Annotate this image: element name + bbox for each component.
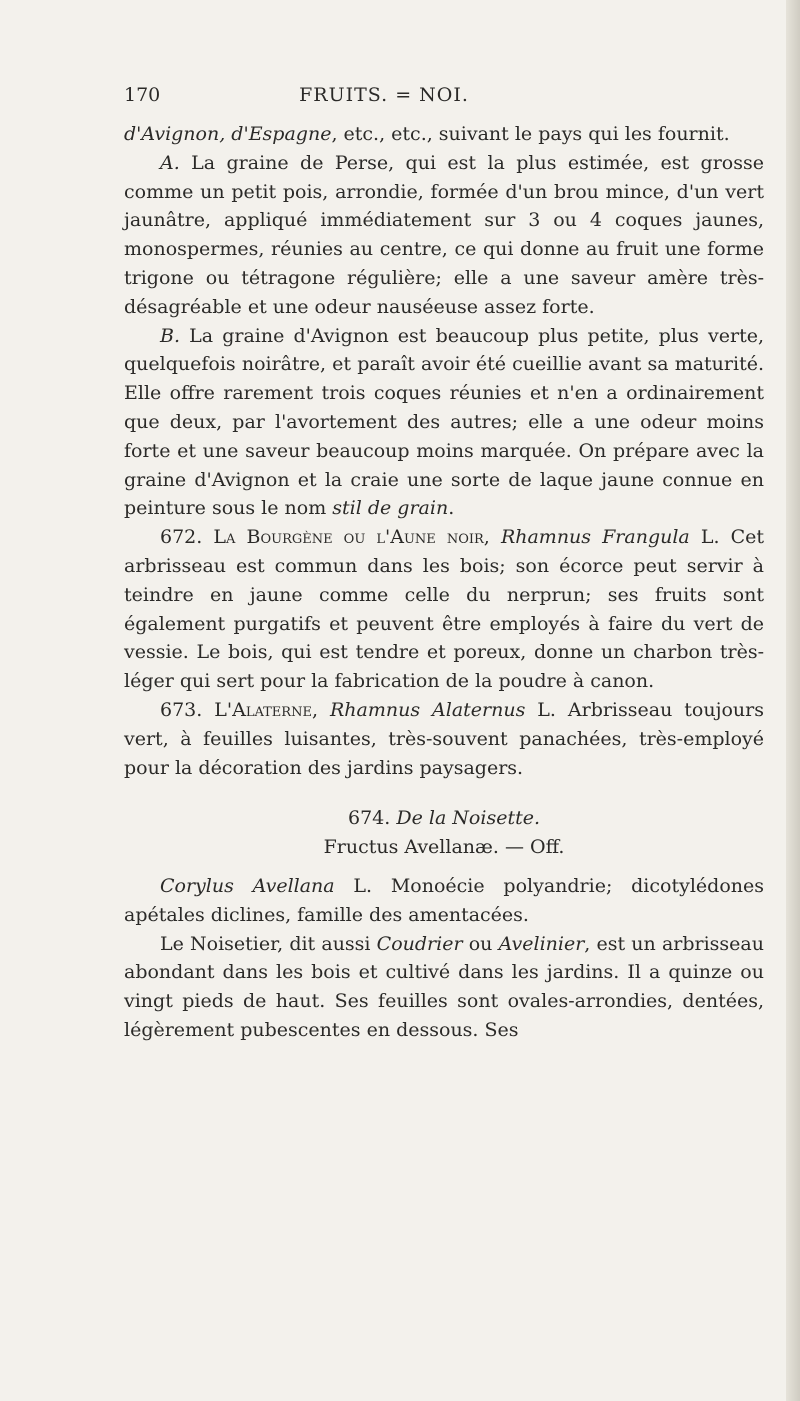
entry-name: La Bourgène ou l'Aune noir,	[213, 526, 490, 549]
paragraph-text: Le Noisetier, dit aussi	[160, 932, 377, 955]
paragraph-continuation	[124, 120, 764, 149]
entry-672	[124, 523, 764, 696]
page-number: 170	[124, 84, 161, 106]
paragraph-label: B.	[160, 324, 181, 347]
page-edge	[786, 0, 800, 1401]
page-header	[124, 84, 644, 110]
italic-term: Avelinier	[498, 932, 585, 955]
italic-term: stil de grain	[332, 497, 449, 520]
latin-name: Corylus Avellana	[160, 874, 335, 897]
paragraph-text: , etc., etc., suivant le pays qui les fournit.	[331, 123, 730, 145]
paragraph-noisetier	[124, 930, 764, 1045]
latin-name: Rhamnus Frangula	[500, 526, 690, 549]
section-heading	[124, 804, 764, 833]
paragraph-text: La graine de Perse, qui est la plus estimée, est grosse comme un petit pois, arrondie, formée d'un brou mince, d'un vert jaunâtre, appliqué immédiatement sur 3 ou 4 coques jaunes, monospermes, réunies au centre, ce qui donne au fruit une forme trigone ou tétragone régulière; elle a une saveur amère très-désagréable et une odeur nauséeuse assez forte.	[124, 151, 764, 318]
paragraph-text: La graine d'Avignon est beaucoup plus petite, plus verte, quelquefois noirâtre, et paraît avoir été cueillie avant sa maturité. Elle offre rarement trois coques réunies et n'en a ordinairement que deux, par l'avortement des autres; elle a une odeur moins forte et une saveur beaucoup moins marquée. On prépare avec la graine d'Avignon et la craie une sorte de laque jaune connue en peinture sous le nom	[124, 324, 764, 520]
italic-varieties: d'Avignon, d'Espagne	[124, 123, 332, 145]
paragraph-text: L. Arbrisseau toujours vert, à feuilles luisantes, très-souvent panachées, très-employé pour la décoration des jardins paysagers.	[124, 698, 764, 779]
paragraph-a	[124, 149, 764, 322]
paragraph-label: A.	[160, 151, 180, 174]
paragraph-b	[124, 322, 764, 524]
section-number: 674.	[347, 807, 391, 830]
latin-name: Rhamnus Alaternus	[329, 698, 526, 721]
entry-number: 672.	[160, 526, 203, 549]
section-title: De la Noisette.	[396, 807, 540, 830]
body-text	[124, 120, 764, 1045]
paragraph-text: L. Monoécie polyandrie; dicotylédones apétales diclines, famille des amentacées.	[124, 874, 764, 926]
paragraph-corylus	[124, 872, 764, 930]
paragraph-text: .	[448, 497, 455, 520]
paragraph-text: ou	[462, 932, 499, 955]
running-title: FRUITS. = NOI.	[299, 84, 469, 106]
entry-673	[124, 696, 764, 782]
paragraph-text: , est un arbrisseau abondant dans les bois et cultivé dans les jardins. Il a quinze ou vingt pieds de haut. Ses feuilles sont ovales-arrondies, dentées, légèrement pubescentes en dessous. Ses	[124, 932, 764, 1041]
paragraph-text: L. Cet arbrisseau est commun dans les bois; son écorce peut servir à teindre en jaune comme celle du nerprun; ses fruits sont également purgatifs et peuvent être employés à faire du vert de vessie. Le bois, qui est tendre et poreux, donne un charbon très-léger qui sert pour la fabrication de la poudre à canon.	[124, 526, 764, 693]
section-subtitle: Fructus Avellanæ. — Off.	[323, 836, 565, 859]
entry-number: 673.	[160, 698, 203, 721]
entry-name: L'Alaterne,	[214, 698, 318, 721]
italic-term: Coudrier	[376, 932, 463, 955]
